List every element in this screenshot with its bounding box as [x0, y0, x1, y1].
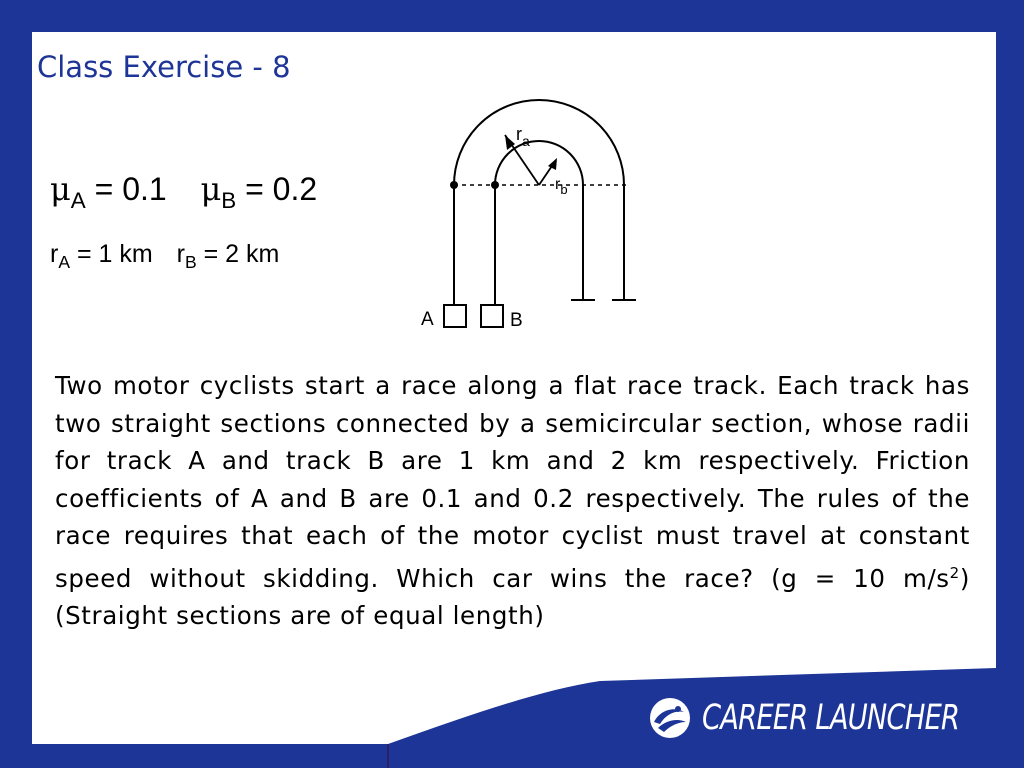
logo-swirl-icon [648, 696, 692, 740]
point-b-dot [491, 181, 499, 189]
r-a-value: = 1 km [76, 240, 153, 268]
label-rb: r [555, 176, 561, 193]
mu-a-value: = 0.1 [94, 171, 167, 207]
problem-text-part-1: Two motor cyclists start a race along a flat race track. Each track has two straight sections connected by a semicircular section, whose radii for track A and track B are 1 km and 2 km respectively. Friction coefficients of A and B are 0.1 and 0.2 respectively. The rules of the race requires that each of the motor cyclist must travel at constant speed without skidding. Which car wins the race? (g = 10 m/s [55, 371, 970, 593]
mu-b-subscript: B [221, 187, 237, 213]
problem-text-part-2: ) (Straight sections are of equal length) [55, 563, 970, 631]
r-a-subscript: A [58, 252, 71, 273]
point-a-dot [450, 181, 458, 189]
label-start-a: A [421, 309, 434, 330]
start-box-a [444, 305, 466, 327]
start-box-b [481, 305, 503, 327]
inner-track [495, 141, 583, 305]
slide-title: Class Exercise - 8 [37, 50, 291, 84]
label-start-b: B [510, 310, 523, 331]
label-ra: r [516, 124, 522, 144]
outer-track [454, 100, 624, 305]
label-rb-sub: b [560, 182, 568, 197]
r-b-value: = 2 km [203, 240, 280, 268]
logo-text: CAREER LAUNCHER [702, 698, 960, 738]
label-ra-sub: a [522, 133, 530, 149]
mu-a-subscript: A [70, 187, 86, 213]
career-launcher-logo [648, 693, 1024, 743]
mu-b-value: = 0.2 [245, 171, 318, 207]
mu-b-symbol: μ [200, 170, 222, 208]
mu-a-symbol: μ [50, 170, 71, 208]
r-b-symbol: r [176, 240, 185, 268]
svg-text:rb [555, 176, 568, 197]
r-a-symbol: r [50, 240, 59, 268]
r-b-subscript: B [184, 252, 197, 273]
problem-text-superscript: 2 [949, 563, 960, 582]
problem-statement [55, 367, 970, 635]
